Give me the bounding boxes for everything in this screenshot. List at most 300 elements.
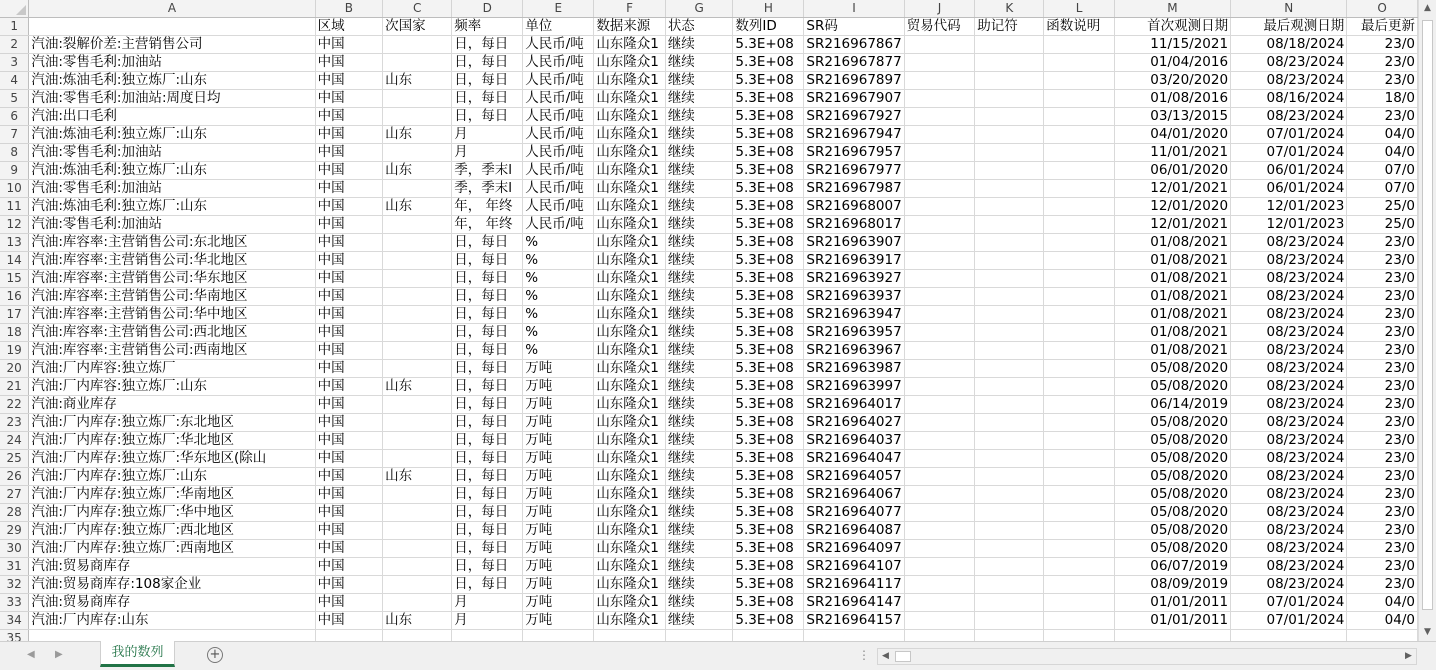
cell-f[interactable]: 山东隆众1: [594, 36, 666, 54]
cell-g[interactable]: 继续: [665, 378, 733, 396]
cell-c[interactable]: [383, 108, 452, 126]
cell-e[interactable]: 人民币/吨: [523, 36, 594, 54]
cell-l[interactable]: [1044, 432, 1115, 450]
cell-j[interactable]: [904, 162, 975, 180]
cell-g[interactable]: 继续: [665, 612, 733, 630]
cell-b[interactable]: 中国: [315, 558, 383, 576]
cell-l[interactable]: [1044, 198, 1115, 216]
cell-g[interactable]: 继续: [665, 594, 733, 612]
cell-c[interactable]: [383, 450, 452, 468]
cell-h[interactable]: 5.3E+08: [733, 576, 804, 594]
cell-e[interactable]: 人民币/吨: [523, 198, 594, 216]
cell-a[interactable]: 汽油:贸易商库存: [29, 558, 315, 576]
cell-k[interactable]: [975, 486, 1044, 504]
row-number[interactable]: 35: [0, 630, 29, 642]
cell-f[interactable]: 山东隆众1: [594, 72, 666, 90]
cell-b[interactable]: 中国: [315, 126, 383, 144]
cell-o[interactable]: 07/0: [1347, 180, 1418, 198]
column-letter-o[interactable]: O: [1347, 0, 1418, 18]
cell-m[interactable]: 05/08/2020: [1114, 450, 1230, 468]
cell-j[interactable]: [904, 126, 975, 144]
cell-j[interactable]: [904, 234, 975, 252]
cell-o[interactable]: 04/0: [1347, 144, 1418, 162]
cell-o[interactable]: 23/0: [1347, 342, 1418, 360]
cell-l[interactable]: [1044, 180, 1115, 198]
cell-d[interactable]: 日，每日: [452, 108, 523, 126]
column-letter-n[interactable]: N: [1231, 0, 1347, 18]
cell-d[interactable]: 日，每日: [452, 468, 523, 486]
cell-i[interactable]: SR216963987: [804, 360, 904, 378]
cell-g[interactable]: 继续: [665, 558, 733, 576]
cell-h[interactable]: 5.3E+08: [733, 432, 804, 450]
cell-g[interactable]: 继续: [665, 234, 733, 252]
cell-k[interactable]: [975, 36, 1044, 54]
column-letter-l[interactable]: L: [1044, 0, 1115, 18]
cell-j[interactable]: [904, 216, 975, 234]
row-number[interactable]: 32: [0, 576, 29, 594]
row-number[interactable]: 4: [0, 72, 29, 90]
cell-e[interactable]: 万吨: [523, 432, 594, 450]
column-title-cell[interactable]: SR码: [804, 18, 904, 36]
cell-h[interactable]: 5.3E+08: [733, 378, 804, 396]
column-title-cell[interactable]: 频率: [452, 18, 523, 36]
cell-d[interactable]: 日，每日: [452, 522, 523, 540]
cell-c[interactable]: 山东: [383, 72, 452, 90]
scroll-left-icon[interactable]: ◀: [882, 651, 889, 661]
cell-d[interactable]: 日，每日: [452, 450, 523, 468]
cell-c[interactable]: [383, 252, 452, 270]
cell-j[interactable]: [904, 576, 975, 594]
cell-m[interactable]: 11/15/2021: [1114, 36, 1230, 54]
cell-n[interactable]: 08/23/2024: [1231, 522, 1347, 540]
cell-l[interactable]: [1044, 378, 1115, 396]
cell-d[interactable]: 日，每日: [452, 558, 523, 576]
cell-d[interactable]: 日，每日: [452, 36, 523, 54]
cell-k[interactable]: [975, 522, 1044, 540]
cell-e[interactable]: %: [523, 342, 594, 360]
cell-b[interactable]: 中国: [315, 270, 383, 288]
cell-d[interactable]: 日，每日: [452, 90, 523, 108]
scroll-down-icon[interactable]: ▼: [1424, 627, 1431, 637]
cell-j[interactable]: [904, 558, 975, 576]
cell-d[interactable]: 季，季末l: [452, 162, 523, 180]
cell-l[interactable]: [1044, 126, 1115, 144]
cell-l[interactable]: [1044, 270, 1115, 288]
cell-f[interactable]: 山东隆众1: [594, 486, 666, 504]
cell-h[interactable]: 5.3E+08: [733, 162, 804, 180]
cell-b[interactable]: 中国: [315, 36, 383, 54]
cell-i[interactable]: SR216968017: [804, 216, 904, 234]
cell-d[interactable]: 日，每日: [452, 270, 523, 288]
cell-l[interactable]: [1044, 144, 1115, 162]
cell-m[interactable]: 01/01/2011: [1114, 594, 1230, 612]
cell-a[interactable]: 汽油:厂内库存:独立炼厂:华北地区: [29, 432, 315, 450]
cell-e[interactable]: %: [523, 324, 594, 342]
row-number[interactable]: 2: [0, 36, 29, 54]
cell-l[interactable]: [1044, 342, 1115, 360]
cell-f[interactable]: 山东隆众1: [594, 504, 666, 522]
cell-n[interactable]: 06/01/2024: [1231, 180, 1347, 198]
cell-l[interactable]: [1044, 72, 1115, 90]
column-letter-b[interactable]: B: [315, 0, 383, 18]
cell-f[interactable]: 山东隆众1: [594, 360, 666, 378]
cell-j[interactable]: [904, 360, 975, 378]
cell-h[interactable]: 5.3E+08: [733, 540, 804, 558]
cell-b[interactable]: 中国: [315, 450, 383, 468]
cell-i[interactable]: SR216963927: [804, 270, 904, 288]
cell-c[interactable]: [383, 54, 452, 72]
cell-c[interactable]: [383, 486, 452, 504]
cell-e[interactable]: 万吨: [523, 468, 594, 486]
row-number[interactable]: 12: [0, 216, 29, 234]
cell-e[interactable]: 人民币/吨: [523, 72, 594, 90]
cell-g[interactable]: 继续: [665, 450, 733, 468]
cell-d[interactable]: 月: [452, 144, 523, 162]
cell-g[interactable]: 继续: [665, 504, 733, 522]
cell-b[interactable]: 中国: [315, 432, 383, 450]
cell-h[interactable]: 5.3E+08: [733, 612, 804, 630]
cell-k[interactable]: [975, 72, 1044, 90]
cell-c[interactable]: [383, 414, 452, 432]
row-number[interactable]: 34: [0, 612, 29, 630]
cell-b[interactable]: 中国: [315, 486, 383, 504]
cell-f[interactable]: 山东隆众1: [594, 468, 666, 486]
cell-j[interactable]: [904, 414, 975, 432]
row-number[interactable]: 19: [0, 342, 29, 360]
cell-c[interactable]: 山东: [383, 126, 452, 144]
cell-g[interactable]: [665, 630, 733, 642]
cell-d[interactable]: 日，每日: [452, 288, 523, 306]
column-letter-d[interactable]: D: [452, 0, 523, 18]
cell-f[interactable]: [594, 630, 666, 642]
cell-n[interactable]: 08/23/2024: [1231, 450, 1347, 468]
cell-l[interactable]: [1044, 594, 1115, 612]
cell-b[interactable]: 中国: [315, 612, 383, 630]
cell-o[interactable]: 23/0: [1347, 396, 1418, 414]
cell-a[interactable]: 汽油:厂内库容:独立炼厂:山东: [29, 378, 315, 396]
cell-b[interactable]: 中国: [315, 108, 383, 126]
cell-n[interactable]: 12/01/2023: [1231, 198, 1347, 216]
cell-h[interactable]: 5.3E+08: [733, 270, 804, 288]
row-number[interactable]: 8: [0, 144, 29, 162]
row-number[interactable]: 30: [0, 540, 29, 558]
cell-b[interactable]: 中国: [315, 180, 383, 198]
cell-n[interactable]: 08/23/2024: [1231, 288, 1347, 306]
column-title-cell[interactable]: 数据来源: [594, 18, 666, 36]
cell-m[interactable]: 05/08/2020: [1114, 360, 1230, 378]
row-number[interactable]: 1: [0, 18, 29, 36]
cell-n[interactable]: 07/01/2024: [1231, 126, 1347, 144]
row-number[interactable]: 5: [0, 90, 29, 108]
cell-a[interactable]: 汽油:厂内库存:独立炼厂:东北地区: [29, 414, 315, 432]
cell-l[interactable]: [1044, 90, 1115, 108]
cell-d[interactable]: 日，每日: [452, 540, 523, 558]
cell-o[interactable]: 25/0: [1347, 216, 1418, 234]
cell-g[interactable]: 继续: [665, 576, 733, 594]
cell-j[interactable]: [904, 36, 975, 54]
cell-g[interactable]: 继续: [665, 270, 733, 288]
cell-c[interactable]: [383, 144, 452, 162]
cell-f[interactable]: 山东隆众1: [594, 144, 666, 162]
row-number[interactable]: 26: [0, 468, 29, 486]
cell-a[interactable]: 汽油:库容率:主营销售公司:华中地区: [29, 306, 315, 324]
cell-j[interactable]: [904, 144, 975, 162]
cell-o[interactable]: 07/0: [1347, 162, 1418, 180]
cell-c[interactable]: [383, 540, 452, 558]
cell-l[interactable]: [1044, 504, 1115, 522]
cell-o[interactable]: 23/0: [1347, 324, 1418, 342]
cell-o[interactable]: 23/0: [1347, 540, 1418, 558]
cell-c[interactable]: [383, 558, 452, 576]
cell-g[interactable]: 继续: [665, 540, 733, 558]
cell-h[interactable]: 5.3E+08: [733, 252, 804, 270]
cell-c[interactable]: [383, 522, 452, 540]
cell-d[interactable]: 日，每日: [452, 432, 523, 450]
cell-g[interactable]: 继续: [665, 198, 733, 216]
cell-j[interactable]: [904, 594, 975, 612]
cell-n[interactable]: 08/18/2024: [1231, 36, 1347, 54]
cell-i[interactable]: SR216963997: [804, 378, 904, 396]
cell-a[interactable]: 汽油:厂内库容:独立炼厂: [29, 360, 315, 378]
cell-g[interactable]: 继续: [665, 324, 733, 342]
cell-l[interactable]: [1044, 576, 1115, 594]
cell-d[interactable]: 日，每日: [452, 324, 523, 342]
cell-m[interactable]: 03/20/2020: [1114, 72, 1230, 90]
row-number[interactable]: 20: [0, 360, 29, 378]
cell-b[interactable]: 中国: [315, 288, 383, 306]
cell-a[interactable]: 汽油:零售毛利:加油站: [29, 144, 315, 162]
cell-n[interactable]: 08/23/2024: [1231, 576, 1347, 594]
cell-e[interactable]: 万吨: [523, 486, 594, 504]
row-number[interactable]: 9: [0, 162, 29, 180]
cell-b[interactable]: 中国: [315, 234, 383, 252]
cell-b[interactable]: 中国: [315, 162, 383, 180]
cell-i[interactable]: SR216967897: [804, 72, 904, 90]
cell-n[interactable]: 08/23/2024: [1231, 54, 1347, 72]
cell-m[interactable]: [1114, 630, 1230, 642]
cell-h[interactable]: 5.3E+08: [733, 234, 804, 252]
cell-b[interactable]: 中国: [315, 522, 383, 540]
sheet-tab-active[interactable]: 我的数列: [100, 641, 175, 667]
cell-g[interactable]: 继续: [665, 522, 733, 540]
cell-l[interactable]: [1044, 54, 1115, 72]
cell-l[interactable]: [1044, 216, 1115, 234]
cell-d[interactable]: 月: [452, 612, 523, 630]
cell-i[interactable]: SR216963907: [804, 234, 904, 252]
cell-i[interactable]: SR216964157: [804, 612, 904, 630]
cell-n[interactable]: 08/23/2024: [1231, 324, 1347, 342]
cell-b[interactable]: [315, 630, 383, 642]
cell-j[interactable]: [904, 504, 975, 522]
cell-f[interactable]: 山东隆众1: [594, 576, 666, 594]
cell-j[interactable]: [904, 288, 975, 306]
cell-i[interactable]: SR216967877: [804, 54, 904, 72]
tab-splitter-icon[interactable]: ⋮: [858, 648, 869, 662]
row-number[interactable]: 22: [0, 396, 29, 414]
row-number[interactable]: 18: [0, 324, 29, 342]
cell-e[interactable]: 人民币/吨: [523, 108, 594, 126]
cell-d[interactable]: 年， 年终: [452, 216, 523, 234]
cell-f[interactable]: 山东隆众1: [594, 126, 666, 144]
cell-i[interactable]: SR216964107: [804, 558, 904, 576]
cell-g[interactable]: 继续: [665, 54, 733, 72]
cell-h[interactable]: 5.3E+08: [733, 288, 804, 306]
add-sheet-icon[interactable]: +: [207, 647, 223, 663]
cell-b[interactable]: 中国: [315, 54, 383, 72]
cell-m[interactable]: 05/08/2020: [1114, 540, 1230, 558]
cell-n[interactable]: 08/23/2024: [1231, 432, 1347, 450]
cell-i[interactable]: SR216964097: [804, 540, 904, 558]
cell-d[interactable]: 日，每日: [452, 378, 523, 396]
cell-e[interactable]: 人民币/吨: [523, 162, 594, 180]
cell-c[interactable]: [383, 432, 452, 450]
cell-o[interactable]: 23/0: [1347, 522, 1418, 540]
cell-j[interactable]: [904, 252, 975, 270]
cell-n[interactable]: 08/23/2024: [1231, 342, 1347, 360]
cell-l[interactable]: [1044, 612, 1115, 630]
cell-m[interactable]: 01/08/2021: [1114, 324, 1230, 342]
cell-a[interactable]: 汽油:厂内库存:独立炼厂:华东地区(除山: [29, 450, 315, 468]
cell-g[interactable]: 继续: [665, 72, 733, 90]
cell-c[interactable]: [383, 360, 452, 378]
cell-o[interactable]: 23/0: [1347, 252, 1418, 270]
cell-l[interactable]: [1044, 558, 1115, 576]
cell-j[interactable]: [904, 486, 975, 504]
cell-m[interactable]: 01/08/2021: [1114, 252, 1230, 270]
cell-i[interactable]: SR216964017: [804, 396, 904, 414]
column-title-cell[interactable]: 首次观测日期: [1114, 18, 1230, 36]
row-number[interactable]: 24: [0, 432, 29, 450]
cell-c[interactable]: 山东: [383, 198, 452, 216]
cell-n[interactable]: 07/01/2024: [1231, 144, 1347, 162]
cell-n[interactable]: 08/23/2024: [1231, 414, 1347, 432]
row-number[interactable]: 31: [0, 558, 29, 576]
cell-a[interactable]: 汽油:库容率:主营销售公司:东北地区: [29, 234, 315, 252]
cell-n[interactable]: 08/23/2024: [1231, 468, 1347, 486]
cell-g[interactable]: 继续: [665, 216, 733, 234]
row-number[interactable]: 3: [0, 54, 29, 72]
row-number[interactable]: 13: [0, 234, 29, 252]
row-number[interactable]: 25: [0, 450, 29, 468]
column-title-cell[interactable]: 助记符: [975, 18, 1044, 36]
cell-j[interactable]: [904, 342, 975, 360]
cell-c[interactable]: [383, 594, 452, 612]
cell-l[interactable]: [1044, 540, 1115, 558]
cell-j[interactable]: [904, 378, 975, 396]
cell-e[interactable]: 万吨: [523, 576, 594, 594]
cell-m[interactable]: 01/08/2021: [1114, 342, 1230, 360]
cell-d[interactable]: 季，季末l: [452, 180, 523, 198]
cell-i[interactable]: SR216964067: [804, 486, 904, 504]
cell-n[interactable]: 08/23/2024: [1231, 306, 1347, 324]
cell-d[interactable]: 日，每日: [452, 504, 523, 522]
cell-i[interactable]: SR216964077: [804, 504, 904, 522]
cell-h[interactable]: 5.3E+08: [733, 468, 804, 486]
cell-e[interactable]: 人民币/吨: [523, 126, 594, 144]
next-sheet-icon[interactable]: ▶: [55, 649, 63, 660]
cell-i[interactable]: SR216963957: [804, 324, 904, 342]
cell-e[interactable]: [523, 630, 594, 642]
cell-l[interactable]: [1044, 162, 1115, 180]
cell-f[interactable]: 山东隆众1: [594, 234, 666, 252]
cell-b[interactable]: 中国: [315, 90, 383, 108]
cell-d[interactable]: 日，每日: [452, 72, 523, 90]
cell-g[interactable]: 继续: [665, 360, 733, 378]
cell-n[interactable]: 08/23/2024: [1231, 270, 1347, 288]
cell-h[interactable]: 5.3E+08: [733, 36, 804, 54]
cell-e[interactable]: 人民币/吨: [523, 90, 594, 108]
row-number[interactable]: 29: [0, 522, 29, 540]
cell-a[interactable]: 汽油:贸易商库存: [29, 594, 315, 612]
cell-i[interactable]: SR216967977: [804, 162, 904, 180]
cell-j[interactable]: [904, 396, 975, 414]
cell-h[interactable]: 5.3E+08: [733, 504, 804, 522]
cell-i[interactable]: SR216964057: [804, 468, 904, 486]
column-title-cell[interactable]: 次国家: [383, 18, 452, 36]
cell-o[interactable]: 23/0: [1347, 234, 1418, 252]
cell-i[interactable]: SR216967947: [804, 126, 904, 144]
horizontal-scrollbar[interactable]: [877, 648, 1417, 665]
cell-i[interactable]: SR216963917: [804, 252, 904, 270]
cell-k[interactable]: [975, 144, 1044, 162]
cell-o[interactable]: 23/0: [1347, 468, 1418, 486]
cell-m[interactable]: 03/13/2015: [1114, 108, 1230, 126]
cell-i[interactable]: SR216964087: [804, 522, 904, 540]
cell-a[interactable]: 汽油:厂内库存:独立炼厂:山东: [29, 468, 315, 486]
cell-b[interactable]: 中国: [315, 198, 383, 216]
cell-f[interactable]: 山东隆众1: [594, 396, 666, 414]
cell-f[interactable]: 山东隆众1: [594, 594, 666, 612]
cell-n[interactable]: 08/23/2024: [1231, 504, 1347, 522]
cell-o[interactable]: 23/0: [1347, 576, 1418, 594]
cell-c[interactable]: [383, 288, 452, 306]
cell-e[interactable]: 万吨: [523, 378, 594, 396]
cell-m[interactable]: 12/01/2021: [1114, 216, 1230, 234]
cell-k[interactable]: [975, 198, 1044, 216]
column-letter-c[interactable]: C: [383, 0, 452, 18]
cell-b[interactable]: 中国: [315, 594, 383, 612]
cell-m[interactable]: 05/08/2020: [1114, 522, 1230, 540]
column-letter-f[interactable]: F: [594, 0, 666, 18]
cell-h[interactable]: 5.3E+08: [733, 108, 804, 126]
cell-k[interactable]: [975, 306, 1044, 324]
cell-e[interactable]: 万吨: [523, 450, 594, 468]
cell-d[interactable]: 日，每日: [452, 54, 523, 72]
cell-m[interactable]: 01/08/2021: [1114, 306, 1230, 324]
cell-o[interactable]: [1347, 630, 1418, 642]
cell-e[interactable]: 万吨: [523, 612, 594, 630]
cell-i[interactable]: SR216964047: [804, 450, 904, 468]
cell-e[interactable]: %: [523, 234, 594, 252]
row-number[interactable]: 21: [0, 378, 29, 396]
cell-n[interactable]: 08/23/2024: [1231, 234, 1347, 252]
cell-n[interactable]: 08/16/2024: [1231, 90, 1347, 108]
cell-o[interactable]: 23/0: [1347, 450, 1418, 468]
cell-k[interactable]: [975, 360, 1044, 378]
cell-l[interactable]: [1044, 252, 1115, 270]
cell-e[interactable]: 万吨: [523, 504, 594, 522]
column-letter-j[interactable]: J: [904, 0, 975, 18]
cell-a[interactable]: 汽油:厂内库存:独立炼厂:西南地区: [29, 540, 315, 558]
row-number[interactable]: 15: [0, 270, 29, 288]
cell-k[interactable]: [975, 54, 1044, 72]
cell-g[interactable]: 继续: [665, 306, 733, 324]
cell-n[interactable]: [1231, 630, 1347, 642]
cell-d[interactable]: 日，每日: [452, 306, 523, 324]
cell-o[interactable]: 23/0: [1347, 306, 1418, 324]
row-number[interactable]: 10: [0, 180, 29, 198]
cell-b[interactable]: 中国: [315, 360, 383, 378]
